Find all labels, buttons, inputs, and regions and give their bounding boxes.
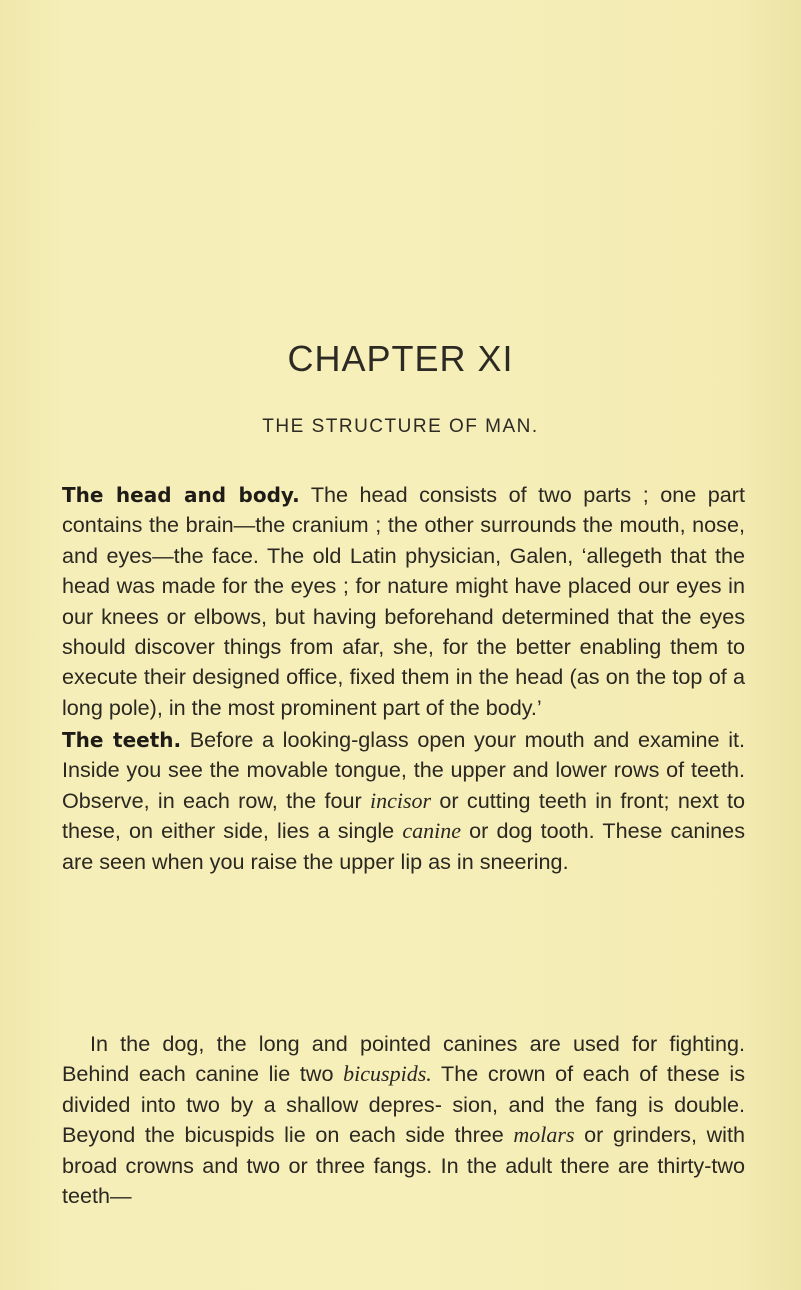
section-title: THE STRUCTURE OF MAN. (262, 416, 539, 437)
paragraph-text: The crown of each of these is divided into two by a shallow depres- sion, and the fang is double. Beyond the bicuspids lie on each side three (62, 1061, 745, 1148)
paragraph-text: or grinders, with broad crowns and two or three fangs. In the adult there are thirty-two teeth— (62, 1122, 745, 1209)
term-canine: canine (402, 818, 461, 844)
paragraph-dog-teeth (62, 1029, 745, 1211)
term-incisor: incisor (369, 787, 432, 813)
term-bicuspids: bicuspids. (343, 1061, 432, 1087)
paragraph-text: or cutting teeth in front; next to these, on either side, lies a single (62, 787, 745, 844)
paragraph-text: or dog tooth. These canines are seen when you raise the upper lip as in sneering. (62, 818, 745, 874)
paragraph-teeth (62, 725, 745, 877)
chapter-title: CHAPTER XI (287, 338, 514, 379)
paragraph-heading: The head and body. (62, 483, 300, 507)
paragraph-text: The head consists of two parts ; one part contains the brain—the cranium ; the other surrounds the mouth, nose, and eyes—the face. The old Latin physician, Galen, ‘allegeth that the head was made for the eyes ; for nature might have placed our eyes in our knees or elbows, but having beforehand determined that the eyes should discover things from afar, she, for the better enabling them to execute their designed office, fixed them in the head (as on the top of a long pole), in the most prominent part of the body.’ (62, 482, 745, 720)
paragraph-head-and-body (62, 480, 745, 723)
term-molars: molars (513, 1122, 575, 1148)
paragraph-text: In the dog, the long and pointed canines are used for fighting. Behind each canine lie two (62, 1031, 745, 1087)
paragraph-heading: The teeth. (62, 728, 182, 752)
paragraph-text: Before a looking-glass open your mouth and examine it. Inside you see the movable tongue, the upper and lower rows of teeth. Observe, in each row, the four (62, 727, 745, 813)
